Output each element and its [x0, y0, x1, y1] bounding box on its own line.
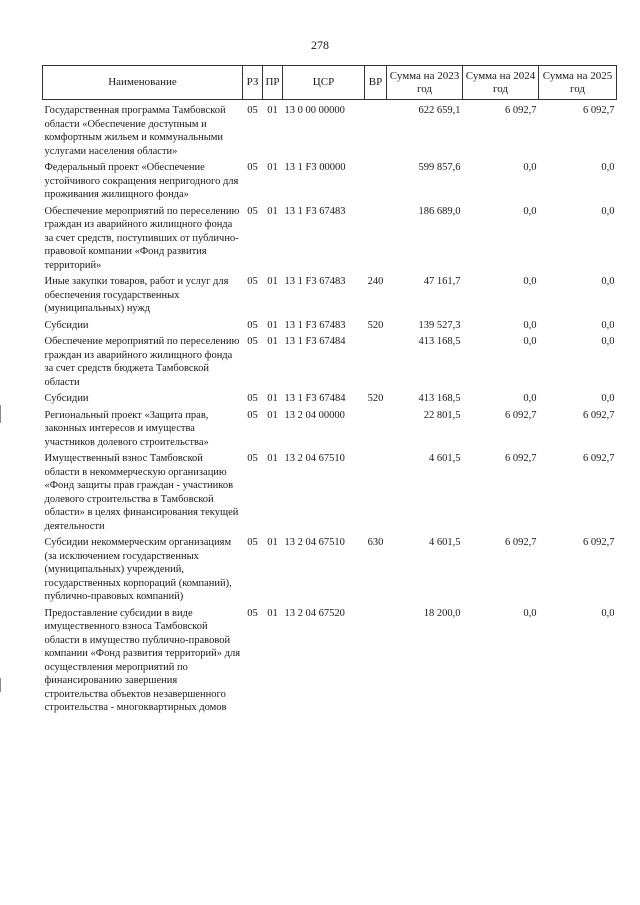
- table-row: [43, 100, 617, 161]
- row-vr: [365, 451, 387, 535]
- header-pr: ПР: [263, 66, 283, 100]
- row-sum-2024: 6 092,7: [505, 537, 537, 548]
- header-name: Наименование: [43, 66, 243, 100]
- row-sum-2025: 6 092,7: [583, 537, 615, 548]
- row-pr: 01: [267, 105, 278, 116]
- header-csr: ЦСР: [283, 66, 365, 100]
- row-name: Региональный проект «Защита прав, законных интересов и имущества участников долевого строительства»: [44, 409, 209, 448]
- row-csr: 13 1 F3 00000: [284, 162, 346, 173]
- row-rz: 05: [247, 453, 258, 464]
- row-sum-2024: 0,0: [523, 205, 537, 217]
- row-csr: 13 1 F3 67483: [284, 276, 346, 287]
- header-sum-2024: Сумма на 2024 год: [463, 66, 539, 100]
- row-sum-2023: 22 801,5: [423, 409, 461, 421]
- row-name: Субсидии: [44, 319, 89, 331]
- row-sum-2024: 0,0: [523, 393, 537, 404]
- row-rz: 05: [247, 607, 258, 619]
- row-pr: 01: [267, 319, 278, 331]
- row-sum-2025: 0,0: [601, 162, 615, 173]
- table-row: [43, 204, 617, 275]
- scan-edge-mark: [0, 405, 1, 423]
- row-sum-2024: 0,0: [523, 336, 537, 347]
- row-csr: 13 1 F3 67483: [284, 319, 346, 331]
- table-row: [43, 451, 617, 535]
- table-header: [43, 66, 617, 100]
- row-csr: 13 1 F3 67483: [284, 205, 346, 217]
- row-sum-2025: 0,0: [601, 607, 615, 619]
- row-csr: 13 0 00 00000: [284, 105, 345, 116]
- table-body: [43, 100, 617, 717]
- row-sum-2023: 4 601,5: [429, 453, 461, 464]
- row-sum-2023: 622 659,1: [418, 105, 461, 116]
- row-sum-2024: 0,0: [523, 607, 537, 619]
- row-sum-2023: 599 857,6: [418, 162, 461, 173]
- row-sum-2025: 6 092,7: [583, 105, 615, 116]
- row-vr: [365, 204, 387, 275]
- row-name: Обеспечение мероприятий по переселению граждан из аварийного жилищного фонда за счет средств, поступивших от публично-правовой компании «Фонд развития территорий»: [44, 205, 240, 271]
- row-sum-2024: 0,0: [523, 276, 537, 287]
- row-rz: 05: [247, 409, 258, 421]
- page-number: 278: [311, 38, 329, 52]
- header-sum-2023: Сумма на 2023 год: [387, 66, 463, 100]
- row-vr: [365, 100, 387, 161]
- row-csr: 13 2 04 67510: [284, 537, 345, 548]
- row-vr: 520: [367, 393, 384, 404]
- header-vr: ВР: [365, 66, 387, 100]
- row-rz: 05: [247, 162, 258, 173]
- row-vr: 630: [367, 537, 384, 548]
- row-sum-2025: 0,0: [601, 276, 615, 287]
- row-sum-2025: 0,0: [601, 205, 615, 217]
- row-sum-2023: 413 168,5: [418, 336, 461, 347]
- row-rz: 05: [247, 393, 258, 404]
- row-sum-2025: 0,0: [601, 319, 615, 331]
- table-row: [43, 391, 617, 408]
- row-pr: 01: [267, 409, 278, 421]
- row-sum-2023: 413 168,5: [418, 393, 461, 404]
- table-row: [43, 160, 617, 204]
- row-sum-2023: 139 527,3: [418, 319, 461, 331]
- header-rz: РЗ: [243, 66, 263, 100]
- row-pr: 01: [267, 393, 278, 404]
- table-row: [43, 535, 617, 606]
- row-rz: 05: [247, 205, 258, 217]
- row-rz: 05: [247, 276, 258, 287]
- row-vr: [365, 160, 387, 204]
- row-pr: 01: [267, 276, 278, 287]
- row-pr: 01: [267, 162, 278, 173]
- row-name: Субсидии некоммерческим организациям (за исключением государственных (муниципальных) учреждений, государственных корпораций (компаний), публично-правовых компаний): [44, 537, 232, 602]
- row-vr: 240: [367, 276, 384, 287]
- row-name: Обеспечение мероприятий по переселению граждан из аварийного жилищного фонда за счет средств бюджета Тамбовской области: [44, 336, 240, 388]
- row-sum-2023: 4 601,5: [429, 537, 461, 548]
- row-name: Предоставление субсидии в виде имущественного взноса Тамбовской области в имущество публично-правовой компании «Фонд развития территорий» для осуществления мероприятий по финансированию завершения строительства объектов незавершенного строительства - многоквартирных домов: [44, 607, 241, 713]
- row-csr: 13 2 04 00000: [284, 409, 345, 421]
- scan-edge-mark: [0, 678, 1, 692]
- row-sum-2025: 0,0: [601, 393, 615, 404]
- table-row: [43, 318, 617, 335]
- row-csr: 13 2 04 67520: [284, 607, 345, 619]
- row-pr: 01: [267, 453, 278, 464]
- row-sum-2023: 47 161,7: [423, 276, 461, 287]
- row-sum-2024: 0,0: [523, 162, 537, 173]
- row-rz: 05: [247, 537, 258, 548]
- row-rz: 05: [247, 105, 258, 116]
- row-pr: 01: [267, 537, 278, 548]
- row-vr: 520: [367, 319, 384, 331]
- table-row: [43, 274, 617, 318]
- row-sum-2025: 0,0: [601, 336, 615, 347]
- row-name: Субсидии: [44, 393, 89, 404]
- row-pr: 01: [267, 607, 278, 619]
- row-sum-2025: 6 092,7: [583, 453, 615, 464]
- row-vr: [365, 606, 387, 717]
- row-vr: [365, 334, 387, 391]
- row-csr: 13 1 F3 67484: [284, 393, 346, 404]
- table-row: [43, 606, 617, 717]
- row-rz: 05: [247, 319, 258, 331]
- row-vr: [365, 408, 387, 452]
- table-row: [43, 408, 617, 452]
- row-name: Иные закупки товаров, работ и услуг для обеспечения государственных (муниципальных) нужд: [44, 276, 229, 314]
- row-sum-2024: 0,0: [523, 319, 537, 331]
- row-sum-2023: 18 200,0: [423, 607, 461, 619]
- row-sum-2023: 186 689,0: [418, 205, 461, 217]
- row-name: Государственная программа Тамбовской области «Обеспечение доступным и комфортным жильем и коммунальными услугами населения области»: [44, 105, 226, 157]
- row-rz: 05: [247, 336, 258, 347]
- row-name: Имущественный взнос Тамбовской области в некоммерческую организацию «Фонд защиты прав граждан - участников долевого строительства в Тамбовской области» в целях финансирования текущей деятельности: [44, 453, 239, 532]
- row-sum-2024: 6 092,7: [505, 105, 537, 116]
- table-row: [43, 334, 617, 391]
- row-csr: 13 1 F3 67484: [284, 336, 346, 347]
- row-sum-2025: 6 092,7: [583, 409, 615, 421]
- row-name: Федеральный проект «Обеспечение устойчивого сокращения непригодного для проживания жилищного фонда»: [44, 162, 239, 200]
- row-sum-2024: 6 092,7: [505, 453, 537, 464]
- row-csr: 13 2 04 67510: [284, 453, 345, 464]
- budget-table: [42, 65, 617, 717]
- row-pr: 01: [267, 205, 278, 217]
- header-sum-2025: Сумма на 2025 год: [539, 66, 617, 100]
- row-pr: 01: [267, 336, 278, 347]
- row-sum-2024: 6 092,7: [505, 409, 537, 421]
